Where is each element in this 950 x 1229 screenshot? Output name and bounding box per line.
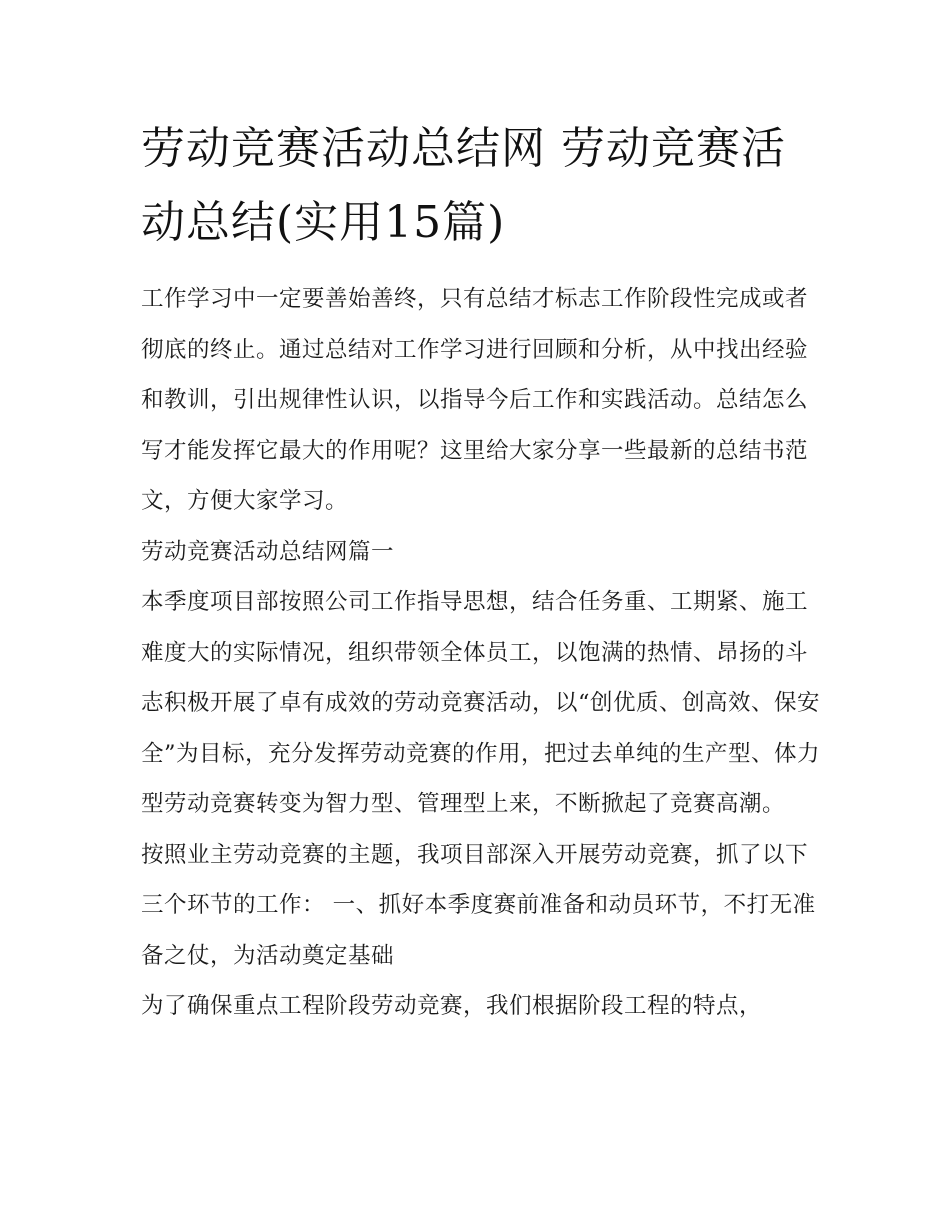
body-paragraph: 为了确保重点工程阶段劳动竞赛，我们根据阶段工程的特点，: [141, 993, 763, 1019]
body-paragraph: 本季度项目部按照公司工作指导思想，结合任务重、工期紧、施工难度大的实际情况，组织带领全体员工，以饱满的热情、昂扬的斗志积极开展了卓有成效的劳动竞赛活动，以“创优质、创高效、保安全”为目标，充分发挥劳动竞赛的作用，把过去单纯的生产型、体力型劳动竞赛转变为智力型、管理型上来，不断掀起了竞赛高潮。: [141, 589, 821, 817]
document-content: [141, 112, 821, 1032]
document-title: 劳动竞赛活动总结网 劳动竞赛活动总结(实用15篇): [141, 123, 786, 248]
document-body: [141, 274, 821, 1032]
body-paragraph: 按照业主劳动竞赛的主题，我项目部深入开展劳动竞赛，抓了以下三个环节的工作： 一、抓好本季度赛前准备和动员环节，不打无准备之仗，为活动奠定基础: [141, 841, 816, 969]
intro-paragraph: 工作学习中一定要善始善终，只有总结才标志工作阶段性完成或者彻底的终止。通过总结对工作学习进行回顾和分析，从中找出经验和教训，引出规律性认识，以指导今后工作和实践活动。总结怎么写才能发挥它最大的作用呢？这里给大家分享一些最新的总结书范文，方便大家学习。: [141, 286, 809, 514]
section-heading: 劳动竞赛活动总结网篇一: [141, 538, 395, 565]
